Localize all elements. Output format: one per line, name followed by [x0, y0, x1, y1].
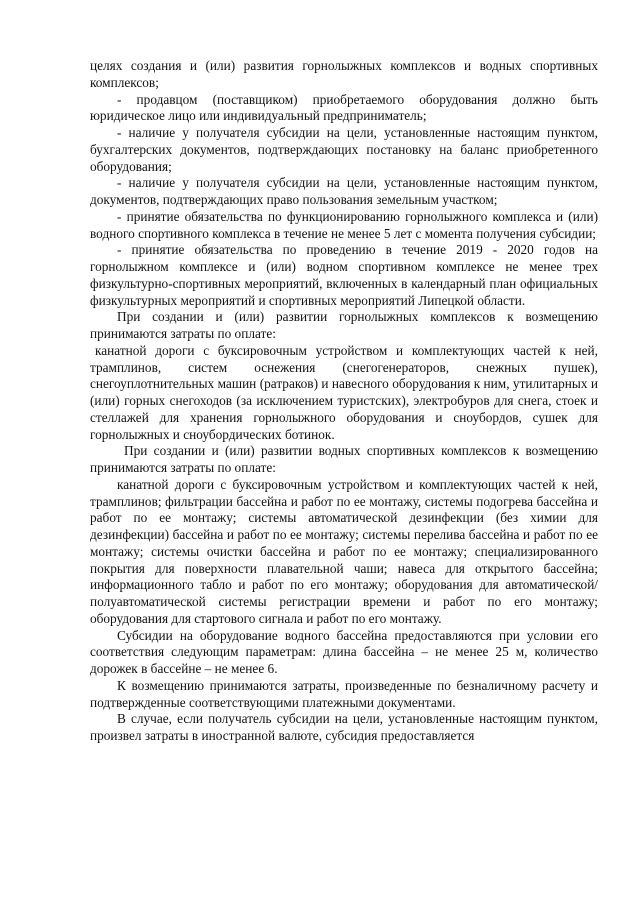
paragraph-continuation: целях создания и (или) развития горнолыжных комплексов и водных спортивных комплексов;	[90, 58, 598, 90]
ski-costs-list: канатной дороги с буксировочным устройством и комплектующих частей к ней, трамплинов, систем оснежения (снегогенераторов, снежных пушек), снегоуплотнительных машин (ратраков) и навесного оборудования к ним, утилитарных и (или) горных снегоходов (за исключением туристских), электробуров для снега, стоек и стеллажей для хранения горнолыжного оборудования и сноубордов, сушек для горнолыжных и сноубордических ботинок.	[90, 342, 598, 442]
water-costs-list: канатной дороги с буксировочным устройством и комплектующих частей к ней, трамплинов; фильтрации бассейна и работ по ее монтажу, системы подогрева бассейна и работ по ее монтажу; системы автоматической дезинфекции (без химии для дезинфекции) бассейна и работ по ее монтажу; системы перелива бассейна и работ по ее монтажу; системы очистки бассейна и работ по ее монтажу; специализированного покрытия для поверхности плавательной чаши; навеса для открытого бассейна; информационного табло и работ по его монтажу; оборудования для автоматической/полуавтоматической системы регистрации времени и работ по его монтажу; оборудования для стартового сигнала и работ по его монтажу.	[90, 476, 598, 626]
condition-accounting-docs: - наличие у получателя субсидии на цели, установленные настоящим пунктом, бухгалтерских документов, подтверждающих постановку на баланс приобретенного оборудования;	[90, 125, 598, 174]
condition-operation-obligation: - принятие обязательства по функционированию горнолыжного комплекса и (или) водного спортивного комплекса в течение не менее 5 лет с момента получения субсидии;	[90, 208, 598, 241]
condition-seller: - продавцом (поставщиком) приобретаемого оборудования должно быть юридическое лицо или индивидуальный предприниматель;	[90, 91, 598, 124]
ski-costs-intro: При создании и (или) развитии горнолыжных комплексов к возмещению принимаются затраты по оплате:	[90, 309, 598, 341]
water-costs-intro: При создании и (или) развитии водных спортивных комплексов к возмещению принимаются затраты по оплате:	[90, 443, 598, 475]
condition-events-obligation: - принятие обязательства по проведению в течение 2019 - 2020 годов на горнолыжном комплексе и (или) водном спортивном комплексе не менее трех физкультурно-спортивных мероприятий, включенных в календарный план официальных физкультурных мероприятий и спортивных мероприятий Липецкой области.	[90, 242, 598, 308]
pool-parameters: Субсидии на оборудование водного бассейна предоставляются при условии его соответствия следующим параметрам: длина бассейна – не менее 25 м, количество дорожек в бассейне – не менее 6.	[90, 627, 598, 676]
condition-land-docs: - наличие у получателя субсидии на цели, установленные настоящим пунктом, документов, подтверждающих право пользования земельным участком;	[90, 175, 598, 207]
foreign-currency: В случае, если получатель субсидии на цели, установленные настоящим пунктом, произвел затраты в иностранной валюте, субсидия предоставляется	[90, 711, 598, 743]
payment-confirmation: К возмещению принимаются затраты, произведенные по безналичному расчету и подтвержденные соответствующими платежными документами.	[90, 677, 598, 710]
